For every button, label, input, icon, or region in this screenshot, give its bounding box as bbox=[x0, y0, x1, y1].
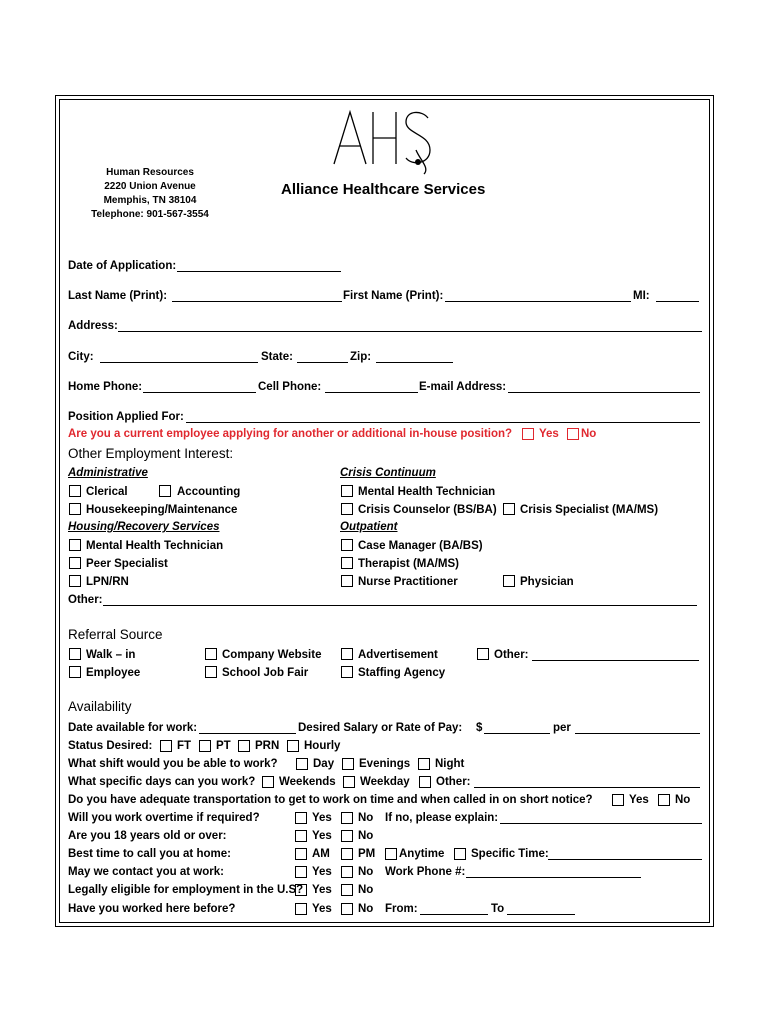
age-no-label: No bbox=[358, 830, 374, 842]
date-available-label: Date available for work: bbox=[68, 722, 198, 734]
weekday-checkbox[interactable] bbox=[343, 776, 355, 788]
ahs-logo bbox=[330, 106, 440, 176]
current-employee-yes-checkbox[interactable] bbox=[522, 428, 534, 440]
salary-amount-input[interactable] bbox=[484, 733, 550, 734]
crisis-specialist-label: Crisis Specialist (MA/MS) bbox=[520, 504, 659, 516]
hourly-checkbox[interactable] bbox=[287, 740, 299, 752]
company-website-checkbox[interactable] bbox=[205, 648, 217, 660]
worked-yes-label: Yes bbox=[312, 903, 332, 915]
overtime-yes-checkbox[interactable] bbox=[295, 812, 307, 824]
walk-in-checkbox[interactable] bbox=[69, 648, 81, 660]
cell-phone-label: Cell Phone: bbox=[258, 381, 322, 393]
case-manager-label: Case Manager (BA/BS) bbox=[358, 540, 483, 552]
current-employee-no-checkbox[interactable] bbox=[567, 428, 579, 440]
hourly-label: Hourly bbox=[304, 740, 341, 752]
employment-other-label: Other: bbox=[68, 594, 103, 606]
anytime-label: Anytime bbox=[399, 848, 445, 860]
advertisement-checkbox[interactable] bbox=[341, 648, 353, 660]
overtime-no-checkbox[interactable] bbox=[341, 812, 353, 824]
eligible-question: Legally eligible for employment in the U.S? bbox=[68, 884, 304, 896]
work-phone-label: Work Phone #: bbox=[385, 866, 466, 878]
transport-question: Do you have adequate transportation to get to work on time and when called in on short notice? bbox=[68, 794, 593, 806]
pm-checkbox[interactable] bbox=[341, 848, 353, 860]
employee-label: Employee bbox=[86, 667, 141, 679]
state-label: State: bbox=[261, 351, 293, 363]
transport-yes-checkbox[interactable] bbox=[612, 794, 624, 806]
pm-label: PM bbox=[358, 848, 376, 860]
day-label: Day bbox=[313, 758, 335, 770]
transport-no-label: No bbox=[675, 794, 691, 806]
age-yes-checkbox[interactable] bbox=[295, 830, 307, 842]
weekends-label: Weekends bbox=[279, 776, 336, 788]
administrative-heading: Administrative bbox=[68, 467, 148, 479]
outpatient-heading: Outpatient bbox=[340, 521, 398, 533]
weekends-checkbox[interactable] bbox=[262, 776, 274, 788]
case-manager-checkbox[interactable] bbox=[341, 539, 353, 551]
explain-input[interactable] bbox=[500, 823, 702, 824]
mi-label: MI: bbox=[633, 290, 650, 302]
housing-heading: Housing/Recovery Services bbox=[68, 521, 220, 533]
best-time-question: Best time to call you at home: bbox=[68, 848, 231, 860]
city-input[interactable] bbox=[100, 362, 258, 363]
lpn-rn-checkbox[interactable] bbox=[69, 575, 81, 587]
worked-from-input[interactable] bbox=[420, 914, 488, 915]
pt-label: PT bbox=[216, 740, 231, 752]
current-employee-no-label: No bbox=[581, 428, 597, 440]
clerical-checkbox[interactable] bbox=[69, 485, 81, 497]
mht-housing-label: Mental Health Technician bbox=[86, 540, 224, 552]
staffing-agency-checkbox[interactable] bbox=[341, 666, 353, 678]
crisis-specialist-checkbox[interactable] bbox=[503, 503, 515, 515]
employment-other-input[interactable] bbox=[103, 605, 697, 606]
days-other-checkbox[interactable] bbox=[419, 776, 431, 788]
dollar-sign: $ bbox=[476, 722, 483, 734]
evenings-checkbox[interactable] bbox=[342, 758, 354, 770]
weekday-label: Weekday bbox=[360, 776, 410, 788]
nurse-practitioner-label: Nurse Practitioner bbox=[358, 576, 458, 588]
current-employee-yes-label: Yes bbox=[539, 428, 559, 440]
crisis-counselor-checkbox[interactable] bbox=[341, 503, 353, 515]
last-name-label: Last Name (Print): bbox=[68, 290, 168, 302]
worked-from-label: From: bbox=[385, 903, 418, 915]
peer-specialist-checkbox[interactable] bbox=[69, 557, 81, 569]
hr-line: Human Resources bbox=[106, 167, 194, 178]
worked-no-checkbox[interactable] bbox=[341, 903, 353, 915]
date-of-application-label: Date of Application: bbox=[68, 260, 177, 272]
overtime-no-label: No bbox=[358, 812, 374, 824]
org-name: Alliance Healthcare Services bbox=[281, 181, 486, 198]
housekeeping-label: Housekeeping/Maintenance bbox=[86, 504, 238, 516]
staffing-agency-label: Staffing Agency bbox=[358, 667, 446, 679]
explain-label: If no, please explain: bbox=[385, 812, 499, 824]
advertisement-label: Advertisement bbox=[358, 649, 438, 661]
physician-label: Physician bbox=[520, 576, 574, 588]
home-phone-input[interactable] bbox=[143, 392, 256, 393]
transport-yes-label: Yes bbox=[629, 794, 649, 806]
physician-checkbox[interactable] bbox=[503, 575, 515, 587]
work-phone-input[interactable] bbox=[466, 877, 641, 878]
desired-salary-label: Desired Salary or Rate of Pay: bbox=[298, 722, 463, 734]
eligible-yes-checkbox[interactable] bbox=[295, 884, 307, 896]
crisis-counselor-label: Crisis Counselor (BS/BA) bbox=[358, 504, 497, 516]
eligible-no-checkbox[interactable] bbox=[341, 884, 353, 896]
worked-to-input[interactable] bbox=[507, 914, 575, 915]
age-no-checkbox[interactable] bbox=[341, 830, 353, 842]
position-applied-label: Position Applied For: bbox=[68, 411, 184, 423]
employment-interest-title: Other Employment Interest: bbox=[68, 446, 234, 461]
specific-time-label: Specific Time: bbox=[471, 848, 549, 860]
hr-line: Memphis, TN 38104 bbox=[103, 195, 197, 206]
contact-no-label: No bbox=[358, 866, 374, 878]
cell-phone-input[interactable] bbox=[325, 392, 418, 393]
current-employee-question: Are you a current employee applying for another or additional in-house position? bbox=[68, 428, 513, 440]
therapist-checkbox[interactable] bbox=[341, 557, 353, 569]
salary-per-input[interactable] bbox=[575, 733, 700, 734]
am-checkbox[interactable] bbox=[295, 848, 307, 860]
referral-other-input[interactable] bbox=[532, 660, 699, 661]
city-label: City: bbox=[68, 351, 94, 363]
address-input[interactable] bbox=[118, 331, 702, 332]
contact-yes-label: Yes bbox=[312, 866, 332, 878]
contact-no-checkbox[interactable] bbox=[341, 866, 353, 878]
zip-label: Zip: bbox=[350, 351, 372, 363]
date-available-input[interactable] bbox=[199, 733, 296, 734]
am-label: AM bbox=[312, 848, 330, 860]
lpn-rn-label: LPN/RN bbox=[86, 576, 129, 588]
therapist-label: Therapist (MA/MS) bbox=[358, 558, 459, 570]
company-website-label: Company Website bbox=[222, 649, 322, 661]
days-other-label: Other: bbox=[436, 776, 471, 788]
referral-other-label: Other: bbox=[494, 649, 529, 661]
school-job-fair-label: School Job Fair bbox=[222, 667, 309, 679]
days-other-input[interactable] bbox=[474, 787, 700, 788]
worked-yes-checkbox[interactable] bbox=[295, 903, 307, 915]
contact-yes-checkbox[interactable] bbox=[295, 866, 307, 878]
status-desired-label: Status Desired: bbox=[68, 740, 153, 752]
availability-title: Availability bbox=[68, 699, 132, 714]
prn-label: PRN bbox=[255, 740, 280, 752]
age-yes-label: Yes bbox=[312, 830, 332, 842]
email-label: E-mail Address: bbox=[419, 381, 507, 393]
referral-other-checkbox[interactable] bbox=[477, 648, 489, 660]
clerical-label: Clerical bbox=[86, 486, 128, 498]
referral-source-title: Referral Source bbox=[68, 627, 163, 642]
mht-crisis-label: Mental Health Technician bbox=[358, 486, 496, 498]
hr-line: 2220 Union Avenue bbox=[104, 181, 196, 192]
prn-checkbox[interactable] bbox=[238, 740, 250, 752]
worked-to-label: To bbox=[491, 903, 505, 915]
state-input[interactable] bbox=[297, 362, 348, 363]
mi-input[interactable] bbox=[656, 301, 699, 302]
peer-specialist-label: Peer Specialist bbox=[86, 558, 168, 570]
mht-housing-checkbox[interactable] bbox=[69, 539, 81, 551]
school-job-fair-checkbox[interactable] bbox=[205, 666, 217, 678]
first-name-label: First Name (Print): bbox=[343, 290, 444, 302]
first-name-input[interactable] bbox=[445, 301, 631, 302]
accounting-label: Accounting bbox=[177, 486, 241, 498]
mht-crisis-checkbox[interactable] bbox=[341, 485, 353, 497]
zip-input[interactable] bbox=[376, 362, 453, 363]
crisis-heading: Crisis Continuum bbox=[340, 467, 436, 479]
employee-checkbox[interactable] bbox=[69, 666, 81, 678]
overtime-yes-label: Yes bbox=[312, 812, 332, 824]
transport-no-checkbox[interactable] bbox=[658, 794, 670, 806]
hr-address-block bbox=[70, 166, 230, 222]
housekeeping-checkbox[interactable] bbox=[69, 503, 81, 515]
per-label: per bbox=[553, 722, 571, 734]
specific-time-input[interactable] bbox=[548, 859, 702, 860]
night-checkbox[interactable] bbox=[418, 758, 430, 770]
specific-time-checkbox[interactable] bbox=[454, 848, 466, 860]
day-checkbox[interactable] bbox=[296, 758, 308, 770]
ft-label: FT bbox=[177, 740, 192, 752]
evenings-label: Evenings bbox=[359, 758, 411, 770]
nurse-practitioner-checkbox[interactable] bbox=[341, 575, 353, 587]
eligible-yes-label: Yes bbox=[312, 884, 332, 896]
date-of-application-input[interactable] bbox=[177, 271, 341, 272]
days-question: What specific days can you work? bbox=[68, 776, 256, 788]
address-label: Address: bbox=[68, 320, 118, 332]
contact-question: May we contact you at work: bbox=[68, 866, 224, 878]
accounting-checkbox[interactable] bbox=[159, 485, 171, 497]
eligible-no-label: No bbox=[358, 884, 374, 896]
shift-question: What shift would you be able to work? bbox=[68, 758, 278, 770]
walk-in-label: Walk – in bbox=[86, 649, 136, 661]
pt-checkbox[interactable] bbox=[199, 740, 211, 752]
worked-no-label: No bbox=[358, 903, 374, 915]
worked-here-question: Have you worked here before? bbox=[68, 903, 236, 915]
ft-checkbox[interactable] bbox=[160, 740, 172, 752]
age-question: Are you 18 years old or over: bbox=[68, 830, 227, 842]
night-label: Night bbox=[435, 758, 465, 770]
overtime-question: Will you work overtime if required? bbox=[68, 812, 260, 824]
hr-line: Telephone: 901-567-3554 bbox=[91, 209, 209, 220]
anytime-checkbox[interactable] bbox=[385, 848, 397, 860]
position-applied-input[interactable] bbox=[186, 422, 700, 423]
home-phone-label: Home Phone: bbox=[68, 381, 143, 393]
email-input[interactable] bbox=[508, 392, 700, 393]
last-name-input[interactable] bbox=[172, 301, 342, 302]
